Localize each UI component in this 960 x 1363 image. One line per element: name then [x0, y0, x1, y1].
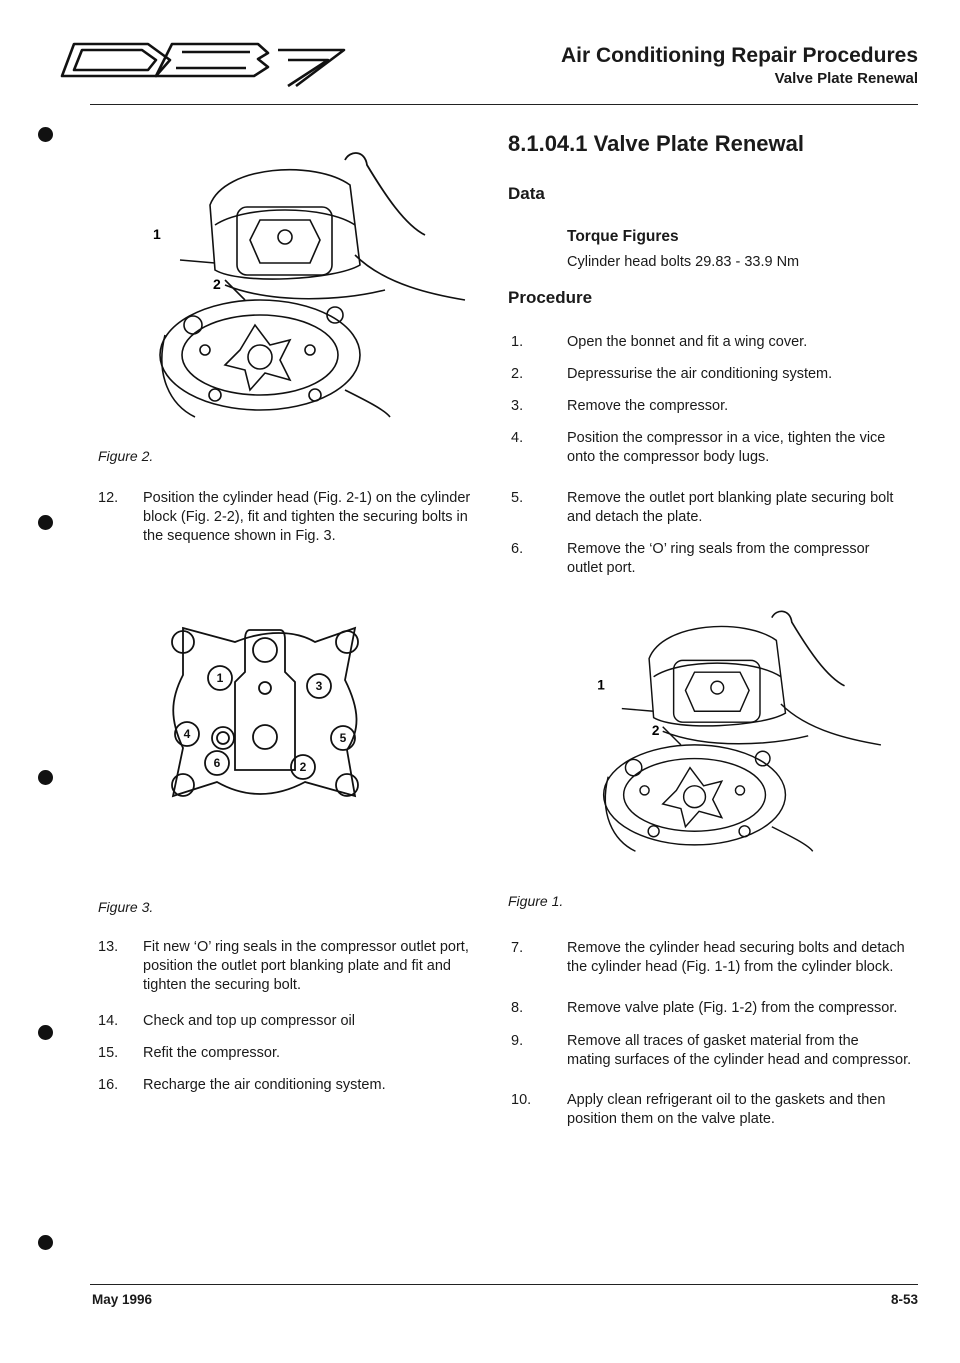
punch-hole: [38, 1025, 53, 1040]
step-9: 9. Remove all traces of gasket material from the mating surfaces of the cylinder head and compressor.: [511, 1033, 912, 1068]
bolt-label: 6: [213, 756, 221, 770]
torque-value: Cylinder head bolts 29.83 - 33.9 Nm: [567, 254, 800, 270]
step-5: 5. Remove the outlet port blanking plate securing bolt and detach the plate.: [511, 490, 894, 525]
procedure-heading: Procedure: [508, 288, 593, 307]
step-10: 10. Apply clean refrigerant oil to the gaskets and then position them on the valve plate.: [511, 1092, 886, 1127]
section-title: 8.1.04.1 Valve Plate Renewal: [508, 131, 804, 156]
step-4: 4. Position the compressor in a vice, tighten the vice onto the compressor body lugs.: [511, 430, 886, 465]
step-1: 1. Open the bonnet and fit a wing cover.: [511, 334, 808, 350]
step-13: 13. Fit new ‘O’ ring seals in the compressor outlet port, position the outlet port blanking plate and fit and tighten the securing bolt.: [98, 939, 469, 993]
callout-1: 1: [597, 677, 605, 693]
bolt-label: 1: [216, 671, 224, 685]
figure-2-illustration: [145, 145, 475, 420]
punch-hole: [38, 770, 53, 785]
header-subtitle: Valve Plate Renewal: [774, 70, 918, 87]
header-rule: [90, 104, 918, 105]
punch-hole: [38, 127, 53, 142]
figure-2-caption: Figure 2.: [98, 448, 154, 464]
callout-2: 2: [213, 276, 221, 292]
figure-3-bolt-sequence: [165, 620, 365, 802]
data-heading: Data: [508, 184, 545, 203]
step-6: 6. Remove the ‘O’ ring seals from the compressor outlet port.: [511, 541, 870, 576]
step-12: 12. Position the cylinder head (Fig. 2-1) on the cylinder block (Fig. 2-2), fit and tighten the securing bolts in the sequence shown in Fig. 3.: [98, 490, 471, 544]
step-3: 3. Remove the compressor.: [511, 398, 729, 414]
torque-heading: Torque Figures: [567, 228, 679, 245]
bolt-label: 5: [339, 731, 347, 745]
footer-rule: [90, 1284, 918, 1285]
step-2: 2. Depressurise the air conditioning system.: [511, 366, 833, 382]
header-title: Air Conditioning Repair Procedures: [560, 44, 918, 67]
footer-date: May 1996: [92, 1292, 153, 1307]
step-8: 8. Remove valve plate (Fig. 1-2) from the compressor.: [511, 1000, 898, 1016]
figure-1-caption: Figure 1.: [508, 893, 564, 909]
figure-1-illustration: [590, 594, 890, 864]
step-14: 14. Check and top up compressor oil: [98, 1013, 355, 1029]
step-7: 7. Remove the cylinder head securing bolts and detach the cylinder head (Fig. 1-1) from the cylinder block.: [511, 940, 905, 975]
punch-hole: [38, 515, 53, 530]
bolt-label: 4: [183, 727, 191, 741]
callout-2: 2: [651, 722, 660, 738]
db7-logo: [52, 40, 352, 88]
punch-hole: [38, 1235, 53, 1250]
figure-3-caption: Figure 3.: [98, 899, 154, 915]
step-16: 16. Recharge the air conditioning system.: [98, 1077, 386, 1093]
callout-1: 1: [153, 226, 161, 242]
footer-page-number: 8-53: [890, 1292, 918, 1307]
step-15: 15. Refit the compressor.: [98, 1045, 280, 1061]
bolt-label: 2: [299, 760, 307, 774]
bolt-label: 3: [315, 679, 323, 693]
